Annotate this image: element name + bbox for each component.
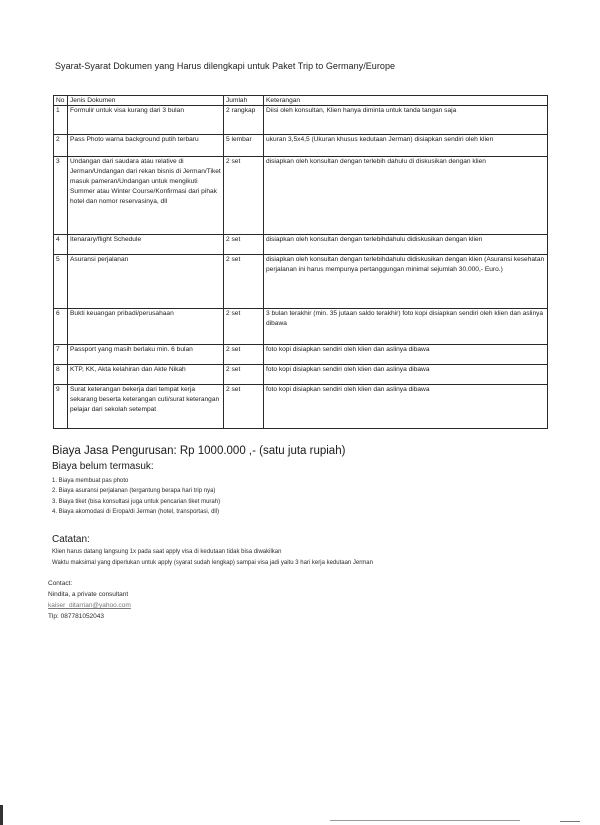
table-row (54, 365, 548, 385)
note-line: Waktu maksimal yang diperlukan untuk apply (syarat sudah lengkap) sampai visa jadi yaitu 3 hari kerja kedutaan Jerman (52, 560, 373, 566)
document-type: Undangan dari saudara atau relative di Jerman/Undangan dari rekan bisnis di Jerman/Tiket masuk pameran/Undangan untuk mengikuti Summer atau Winter Course/Konfirmasi dari pihak hotel dan nomor reservasinya, dll (68, 157, 224, 235)
table-row (54, 157, 548, 235)
row-number: 3 (54, 157, 68, 235)
contact-email[interactable]: kaiser_ditarrian@yahoo.com (48, 602, 131, 609)
table-row (54, 345, 548, 365)
service-fee-heading: Biaya Jasa Pengurusan: Rp 1000.000 ,- (satu juta rupiah) (52, 445, 346, 457)
table-row (54, 135, 548, 157)
document-type: KTP, KK, Akta kelahiran dan Akte Nikah (68, 365, 224, 385)
list-item: 4. Biaya akomodasi di Eropa/di Jerman (hotel, transportasi, dll) (52, 508, 220, 515)
contact-name: Nindita, a private consultant (48, 591, 129, 598)
row-number: 1 (54, 106, 68, 135)
remarks: disiapkan oleh konsultan dengan terlebihdahulu didiskusikan dengan klien (264, 235, 548, 255)
quantity: 2 set (224, 385, 264, 429)
header-notes: Keterangan (264, 96, 548, 106)
remarks: ukuran 3,5x4,5 (Ukuran khusus kedutaan Jerman) disiapkan sendiri oleh klien (264, 135, 548, 157)
row-number: 9 (54, 385, 68, 429)
document-type: Bukti keuangan pribadi/perusahaan (68, 309, 224, 345)
remarks: 3 bulan terakhir (min. 35 jutaan saldo terakhir) foto kopi disiapkan sendiri oleh klien dan aslinya dibawa (264, 309, 548, 345)
header-quantity: Jumlah (224, 96, 264, 106)
remarks: disiapkan oleh konsultan dengan terlebih dahulu di diskusikan dengan klien (264, 157, 548, 235)
remarks: disiapkan oleh konsultan dengan terlebihdahulu didiskusikan dengan klien (Asuransi kesehatan perjalanan ini harus mempunya pertanggungan minimal sejumlah 30.000,- Euro.) (264, 255, 548, 309)
header-document: Jenis Dokumen (68, 96, 224, 106)
scan-artifact-line (560, 821, 580, 822)
list-item: 1. Biaya membuat pas photo (52, 478, 129, 484)
contact-label: Contact: (48, 580, 73, 587)
document-type: Surat keterangan bekerja dari tempat kerja sekarang beserta keterangan cuti/surat keterangan pelajar dari sekolah setempat (68, 385, 224, 429)
quantity: 2 set (224, 345, 264, 365)
quantity: 2 set (224, 157, 264, 235)
remarks: foto kopi disiapkan sendiri oleh klien dan aslinya dibawa (264, 365, 548, 385)
table-row (54, 255, 548, 309)
row-number: 6 (54, 309, 68, 345)
contact-phone: Tlp: 087781052043 (48, 613, 105, 620)
remarks: foto kopi disiapkan sendiri oleh klien dan aslinya dibawa (264, 345, 548, 365)
document-type: Itenarary/flight Schedule (68, 235, 224, 255)
table-row (54, 309, 548, 345)
exclusions-list (52, 476, 220, 517)
notes-heading: Catatan: (52, 534, 90, 545)
row-number: 8 (54, 365, 68, 385)
header-no: No (54, 96, 68, 106)
quantity: 2 set (224, 255, 264, 309)
table-row (54, 385, 548, 429)
quantity: 2 set (224, 365, 264, 385)
quantity: 2 set (224, 309, 264, 345)
document-type: Formulir untuk visa kurang dari 3 bulan (68, 106, 224, 135)
table-header-row (54, 96, 548, 106)
row-number: 2 (54, 135, 68, 157)
document-type: Asuransi perjalanan (68, 255, 224, 309)
quantity: 5 lembar (224, 135, 264, 157)
table-row (54, 235, 548, 255)
document-title: Syarat-Syarat Dokumen yang Harus dilengkapi untuk Paket Trip to Germany/Europe (55, 61, 396, 71)
scan-edge-mark (0, 805, 3, 825)
quantity: 2 rangkap (224, 106, 264, 135)
requirements-table (53, 95, 548, 429)
exclusions-heading: Biaya belum termasuk: (52, 461, 154, 472)
row-number: 5 (54, 255, 68, 309)
list-item: 3. Biaya tiket (bisa konsultasi juga untuk pencarian tiket murah) (52, 498, 221, 505)
scan-artifact-line (330, 820, 520, 821)
table-row (54, 106, 548, 135)
document-type: Passport yang masih berlaku min. 6 bulan (68, 345, 224, 365)
remarks: foto kopi disiapkan sendiri oleh klien dan aslinya dibawa (264, 385, 548, 429)
quantity: 2 set (224, 235, 264, 255)
row-number: 7 (54, 345, 68, 365)
list-item: 2. Biaya asuransi perjalanan (tergantung berapa hari trip nya) (52, 488, 216, 495)
note-line: Klien harus datang langsung 1x pada saat apply visa di kedutaan tidak bisa diwakilkan (52, 549, 282, 555)
document-type: Pass Photo warna background putih terbaru (68, 135, 224, 157)
row-number: 4 (54, 235, 68, 255)
remarks: Diisi oleh konsultan, Klien hanya diminta untuk tanda tangan saja (264, 106, 548, 135)
